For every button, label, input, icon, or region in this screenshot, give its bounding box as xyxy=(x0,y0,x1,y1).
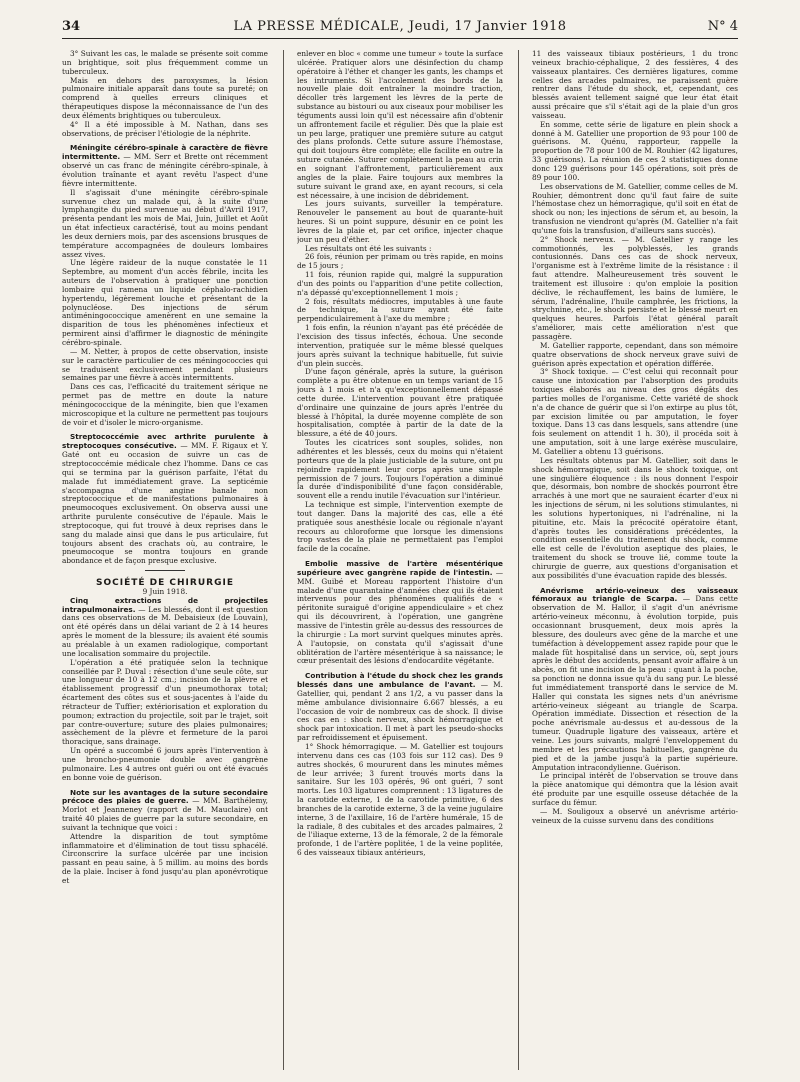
paragraph: 11 des vaisseaux tibiaux postérieurs, 1 du tronc veineux brachio-céphalique, 2 des fessières, 4 des vaisseaux plantaires. Ces dernières ligatures, comme celles des arcades palmaires, ne paraissent guère rentrer dans l'étude du shock, et, cependant, ces blessés avaient tellement saigné que leur état était aussi précaire que s'il s'était agi de la plaie d'un gros vaisseau. xyxy=(532,50,738,120)
article-heading: Embolie massive de l'artère mésentérique supérieure avec gangrène rapide de l'intestin. xyxy=(297,559,503,577)
article-heading: Contribution à l'étude du shock chez les grands blessés dans une ambulance de l'avant. xyxy=(297,671,503,690)
article-paragraph xyxy=(62,597,268,659)
section-date: 9 Juin 1918. xyxy=(142,586,188,596)
article-paragraph xyxy=(62,144,268,188)
column-1 xyxy=(62,50,268,1075)
article-text: — MM. Barthélemy, Morlot et Jeanneney (rapport de M. Mauclaire) ont traité 40 plaies de guerre par la suture secondaire, en suivant la technique que voici : xyxy=(62,796,268,832)
article-heading: Note sur les avantages de la suture secondaire précoce des plaies de guerre. xyxy=(62,787,268,806)
journal-title: LA PRESSE MÉDICALE, Jeudi, 17 Janvier 1918 xyxy=(233,19,567,34)
paragraph: Les résultats obtenus par M. Gatellier, soit dans le shock hémorragique, soit dans le shock toxique, ont une singulière éloquence : ils nous donnent l'espoir que, désormais, bon nombre de shockés pourront être arrachés à une mort que ne sauraient écarter d'eux ni les injections de sérum, ni les solutions stimulantes, ni les solutions hypertoniques, ni l'adrénaline, ni la pituitine, etc. Mais la précocité opératoire étant, d'après toutes les considérations précédentes, la condition essentielle du traitement du shock, comme elle est celle de l'évolution aseptique des plaies, le traitement du shock se trouve lié, comme toute la chirurgie de guerre, aux questions d'organisation et aux possibilités d'une évacuation rapide des blessés. xyxy=(532,455,738,580)
paragraph: Dans ces cas, l'efficacité du traitement sérique ne permet pas de mettre en doute la nature méningococcique de la méningite, bien que l'examen microscopique et la culture ne permettent pas toujours de voir et d'isoler le micro-organisme. xyxy=(62,382,268,427)
paragraph: Les jours suivants, surveiller la température. Renouveler le pansement au bout de quarante-huit heures. Si un point suppure, désunir en ce point les lèvres de la plaie et, par cet orifice, injecter chaque jour un peu d'éther. xyxy=(297,199,503,244)
paragraph: 3° Suivant les cas, le malade se présente soit comme un brightique, soit plus fréquemment comme un tuberculeux. xyxy=(62,50,268,76)
paragraph: Un opéré a succombé 6 jours après l'intervention à une broncho-pneumonie double avec gangrène pulmonaire. Les 4 autres ont guéri ou ont été évacués en bonne voie de guérison. xyxy=(62,746,268,782)
article-text: — Les blessés, dont il est question dans ces observations de M. Debaisieux (de Louvain), ont été opérés dans un délai variant de 2 à 14 heures après le moment de la blessure; ils avaient été soumis au préalable à un examen radiologique, comportant une localisation sommaire du projectile. xyxy=(62,604,268,658)
page-number: 34 xyxy=(62,19,81,34)
article-paragraph xyxy=(62,433,268,566)
paragraph: 3° Shock toxique. — C'est celui qui reconnaît pour cause une intoxication par l'absorption des produits toxiques élaborés au niveau des gros dégâts des parties molles de l'organisme. Cette variété de shock n'a de chance de guérir que si l'on extirpe au plus tôt, par excision limitée ou par amputation, le foyer toxique. Dans 13 cas dans lesquels, sans attendre (une fois seulement on attendit 1 h. 30), il procéda soit à une amputation, soit à une large exérèse musculaire, M. Gatellier a obtenu 13 guérisons. xyxy=(532,367,738,456)
paragraph: D'une façon générale, après la suture, la guérison complète a pu être obtenue en un temps variant de 15 jours à 1 mois et n'a qu'exceptionnellement dépassé cette durée. L'intervention pouvant être pratiquée d'ordinaire une quinzaine de jours après l'entrée du blessé à l'hôpital, la durée moyenne complète de son hospitalisation, comptée à partir de la date de la blessure, a été de 40 jours. xyxy=(297,367,503,439)
article-text: — MM. Guibé et Moreau rapportent l'histoire d'un malade d'une quarantaine d'années chez qui ils étaient intervenus pour des phénomènes qualifiés de « péritonite suraiguë d'origine appendiculaire » et chez qui ils découvrirent, à l'opération, une gangrène massive de l'intestin grêle au-dessus des ressources de la chirurgie : La mort survint quelques minutes après. A l'autopsie, on constata qu'il s'agissait d'une oblitération de l'artère mésentérique à sa naissance; le cœur présentait des lésions d'endocardite végétante. xyxy=(297,567,503,666)
column-2 xyxy=(297,50,503,1075)
column-divider xyxy=(283,50,284,1070)
section-rule xyxy=(145,570,185,571)
paragraph: En somme, cette série de ligature en plein shock a donné à M. Gatellier une proportion de 93 pour 100 de guérisons. M. Quénu, rapporteur, rappelle la proportion de 78 pour 100 de M. Rouhier (42 ligatures, 33 guérisons). La réunion de ces 2 statistiques donne donc 129 guérisons pour 145 opérations, soit près de 89 pour 100. xyxy=(532,119,738,182)
paragraph: Une légère raideur de la nuque constatée le 11 Septembre, au moment d'un accès fébrile, incita les auteurs de l'observation à pratiquer une ponction lombaire qui ramena un liquide céphalo-rachidien hypertendu, légèrement louche et présentant de la polynucléose. Des injections de sérum antiméningococcique amenèrent en une semaine la disparition de tous les phénomènes infectieux et permirent ainsi d'affirmer le diagnostic de méningite cérébro-spinale. xyxy=(62,258,268,347)
article-heading: Cinq extractions de projectiles intrapulmonaires. xyxy=(62,595,268,614)
paragraph: Attendre la disparition de tout symptôme inflammatoire et d'élimination de tout tissu sphacélé. Circonscrire la surface ulcérée par une incision passant en peau saine, à 5 millim. au moins des bords de la plaie. Inciser à fond jusqu'au plan aponévrotique et xyxy=(62,831,268,885)
article-text: — Dans cette observation de M. Hallor, il s'agit d'un anévrisme artério-veineux méconnu, à évolution torpide, puis occasionnant brusquement, deux mois après la blessure, des douleurs avec gêne de la marche et une tuméfaction à développement assez rapide pour que le malade fût hospitalisé dans un service, où, sept jours après le début des accidents, pensant avoir affaire à un abcès, on fit une incision de la peau : quant à la poche, sa ponction ne donna issue qu'à du sang pur. Le blessé fut immédiatement transporté dans le service de M. Haller qui constata les signes nets d'un anévrisme artério-veineux siégeant au triangle de Scarpa. Opération immédiate. Dissection et résection de la poche anévrismale au-dessus et au-dessous de la tumeur. Quadruple ligature des vaisseaux, artère et veine. Les jours suivants, malgré l'enveloppement du membre et les précautions habituelles, gangrène du pied et de la jambe jusqu'à la partie supérieure. Amputation intracondylienne. Guérison. xyxy=(532,594,738,772)
paragraph: — M. Netter, à propos de cette observation, insiste sur le caractère particulier de ces méningococcies qui se traduisent exclusivement pendant plusieurs semaines par une fièvre à accès intermittents. xyxy=(62,346,268,383)
paragraph: Mais en dehors des paroxysmes, la lésion pulmonaire initiale apparaît dans toute sa pureté; on comprend à quelles erreurs cliniques et thérapeutiques dispose la méconnaissance de l'un des deux éléments brightiques ou tuberculeux. xyxy=(62,75,268,120)
paragraph: 11 fois, réunion rapide qui, malgré la suppuration d'un des points ou l'apparition d'une petite collection, n'a dépassé qu'exceptionnellement 1 mois ; xyxy=(297,270,503,297)
paragraph: La technique est simple, l'intervention exempte de tout danger. Dans la majorité des cas, elle a été pratiquée sous anesthésie locale ou régionale n'ayant recours au chloroforme que lorsque les dimensions trop vastes de la plaie ne permettaient pas l'emploi facile de la cocaïne. xyxy=(297,500,503,554)
article-paragraph xyxy=(532,587,738,773)
paragraph: Les résultats ont été les suivants : xyxy=(305,243,432,253)
paragraph: 2 fois, résultats médiocres, imputables à une faute de technique, la suture ayant été faite perpendiculairement à l'axe du membre ; xyxy=(297,296,503,324)
paragraph: M. Gatellier rapporte, cependant, dans son mémoire quatre observations de shock nerveux grave suivi de guérison après expectation et opération différée. xyxy=(532,340,738,368)
issue-number: N° 4 xyxy=(707,19,738,34)
article-paragraph xyxy=(297,672,503,743)
article-heading: Méningite cérébro-spinale à caractère de fièvre intermittente. xyxy=(62,143,268,162)
column-divider xyxy=(518,50,519,1070)
paragraph: Toutes les cicatrices sont souples, solides, non adhérentes et les blessés, ceux du moins qui n'étaient porteurs que de la plaie justiciable de la suture, ont pu rejoindre rapidement leur corps après une simple permission de 7 jours. Toujours l'opération a diminué la durée d'indisponibilité d'une façon considérable, souvent elle a rendu inutile l'évacuation sur l'intérieur. xyxy=(297,438,503,501)
article-text: — MM. F. Rigaux et Y. Gaté ont eu occasion de suivre un cas de streptococcémie médicale chez l'homme. Dans ce cas qui se termina par la guérison parfaite, l'état du malade fut immédiatement grave. La septicémie s'accompagna d'une angine banale non streptococcique et de manifestations pulmonaires à pneumocoques exclusivement. On observa aussi une arthrite purulente consécutive de l'épaule. Mais le streptocoque, qui fut trouvé à deux reprises dans le sang du malade ainsi que dans le pus articulaire, fut toujours absent des crachats où, au contraire, le pneumocoque se montra toujours en grande abondance et de façon presque exclusive. xyxy=(62,441,268,566)
paragraph: 1° Shock hémorragique. — M. Gatellier est toujours intervenu dans ces cas (103 fois sur 112 cas). Des 9 autres shockés, 6 moururent dans les minutes mêmes de leur arrivée; 3 furent trouvés morts dans la sanitaire. Sur les 103 opérés, 96 ont guéri, 7 sont morts. Les 103 ligatures comprennent : 13 ligatures de la carotide externe, 1 de la carotide primitive, 6 des branches de la carotide externe, 3 de la veine jugulaire interne, 3 de l'axillaire, 16 de l'artère humérale, 15 de la radiale, 8 des cubitales et des arcades palmaires, 2 de l'iliaque externe, 13 de la fémorale, 2 de la fémorale profonde, 1 de l'artère poplitée, 1 de la veine poplitée, 6 des vaisseaux tibiaux antérieurs, xyxy=(297,741,503,858)
article-text: — MM. Serr et Brette ont récemment observé un cas franc de méningite cérébro-spinale, à évolution traînante et ayant revêtu l'aspect d'une fièvre intermittente. xyxy=(62,152,268,188)
paragraph: 1 fois enfin, la réunion n'ayant pas été précédée de l'excision des tissus infectés, échoua. Une seconde intervention, pratiquée sur le même blessé quelques jours après suivant la technique habituelle, fut suivie d'un plein succès. xyxy=(297,323,503,368)
paragraph: L'opération a été pratiquée selon la technique conseillée par P. Duval : résection d'une seule côte, sur une longueur de 10 à 12 cm.; incision de la plèvre et établissement progressif d'un pneumothorax total; écartement des côtes sus et sous-jacentes à l'aide du rétracteur de Tuffier; extériorisation et exploration du poumon; extraction du projectile, soit par le trajet, soit par contre-ouverture; suture des plaies pulmonaires; assèchement de la plèvre et fermeture de la paroi thoracique, sans drainage. xyxy=(62,657,268,747)
article-text: — M. Gatellier, qui, pendant 2 ans 1/2, a vu passer dans la même ambulance divisionnaire 6.667 blessés, a eu l'occasion de voir de nombreux cas de shock. Il divise ces cas en : shock nerveux, shock hémorragique et shock par intoxication. Il met à part les pseudo-shocks par refroidissement et épuisement. xyxy=(297,680,503,743)
paragraph: 26 fois, réunion per primam ou très rapide, en moins de 15 jours ; xyxy=(297,252,503,271)
article-paragraph xyxy=(62,789,268,833)
section-title: SOCIÉTÉ DE CHIRURGIE xyxy=(96,578,234,589)
paragraph: Il s'agissait d'une méningite cérébro-spinale survenue chez un malade qui, à la suite d'une lymphangite du pied survenue au début d'Avril 1917, présenta pendant les mois de Mai, Juin, Juillet et Août un état infectieux caractérisé, tout au moins pendant les deux derniers mois, par des ascensions brusques de température accompagnées de douleurs lombaires assez vives. xyxy=(62,187,268,259)
page-header xyxy=(62,18,738,39)
paragraph: Les observations de M. Gatellier, comme celles de M. Rouhier, démontrent donc qu'il faut faire de suite l'hémostase chez un hémorragique, qu'il soit en état de shock ou non; les injections de sérum et, au besoin, la transfusion ne viendront qu'après (M. Gatellier n'a fait qu'une fois la transfusion, d'ailleurs sans succès). xyxy=(532,181,738,235)
paragraph: 2° Shock nerveux. — M. Gatellier y range les commotionnés, les polyblessés, les grands contusionnés. Dans ces cas de shock nerveux, l'organisme est à l'extrême limite de la résistance : il faut attendre. Malheureusement très souvent le traitement est illusoire : qu'on emploie la position déclive, le réchauffement, les bains de lumière, le sérum, l'adrénaline, l'huile camphrée, les frictions, la strychnine, etc., le shock persiste et le blessé meurt en quelques heures. Parfois l'état général paraît s'améliorer, mais cette amélioration n'est que passagère. xyxy=(532,234,738,341)
article-heading: Anévrisme artério-veineux des vaisseaux fémoraux au triangle de Scarpa. xyxy=(532,585,738,604)
column-3 xyxy=(532,50,738,1075)
article-paragraph xyxy=(297,560,503,666)
paragraph: enlever en bloc « comme une tumeur » toute la surface ulcérée. Pratiquer alors une désinfection du champ opératoire à l'éther et changer les gants, les champs et les intruments. Si l'accolement des bords de la nouvelle plaie doit entraîner la moindre traction, décoller très largement les lèvres de la perte de substance au bistouri ou aux ciseaux pour mobiliser les téguments aussi loin qu'il est nécessaire afin d'obtenir un affrontement facile et régulier. Dès que la plaie est un peu large, pratiquer une première suture au catgut des plans profonds. Cette suture assure l'hémostase, qui doit toujours être complète; elle facilite en outre la suture cutanée. Suturer complètement la peau au crin en soignant l'affrontement, particulièrement aux angles de la plaie. Faire toujours aux membres la suture suivant le grand axe, en ayant recours, si cela est nécessaire, à une incision de débridement. xyxy=(297,50,503,200)
paragraph: Le principal intérêt de l'observation se trouve dans la pièce anatomique qui démontra que la lésion avait été produite par une esquille osseuse détachée de la surface du fémur. xyxy=(532,771,738,807)
article-heading: Streptococcémie avec arthrite purulente à streptocoques consécutive. xyxy=(62,432,268,451)
paragraph: 4° Il a été impossible à M. Nathan, dans ses observations, de préciser l'étiologie de la néphrite. xyxy=(62,119,268,138)
paragraph: — M. Souligoux a observé un anévrisme artério-veineux de la cuisse survenu dans des conditions xyxy=(532,806,738,825)
